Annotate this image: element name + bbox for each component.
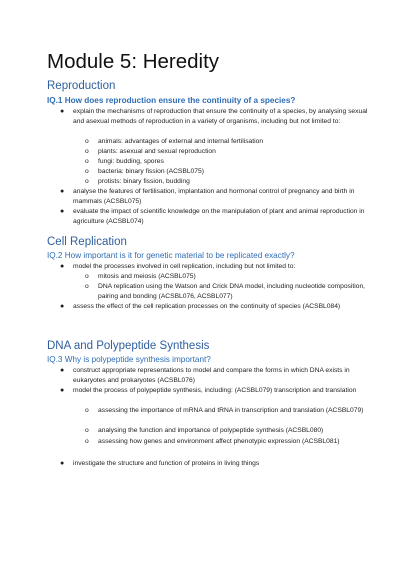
sub-list-item: o animals: advantages of external and internal fertilisation: [85, 138, 264, 145]
module-title: Module 5: Heredity: [47, 50, 220, 73]
section-heading-cell-replication: Cell Replication: [47, 236, 127, 248]
list-item: ● model the processes involved in cell replication, including but not limited to:: [60, 263, 296, 270]
circle-bullet-icon: o: [85, 273, 89, 280]
circle-bullet-icon: o: [85, 158, 89, 165]
list-item: ● construct appropriate representations to model and compare the forms in which DNA exists in eukaryotes and prokaryotes (ACSBL076): [60, 367, 350, 384]
list-item: ● analyse the features of fertilisation, implantation and hormonal control of pregnancy and birth in mammals (ACSBL075): [60, 188, 355, 205]
bullet-icon: ●: [60, 367, 65, 374]
circle-bullet-icon: o: [85, 168, 89, 175]
sub-list-item: o bacteria: binary fission (ACSBL075): [85, 168, 204, 175]
sub-list-item: o assessing how genes and environment affect phenotypic expression (ACSBL081): [85, 438, 340, 445]
bullet-icon: ●: [60, 208, 65, 215]
circle-bullet-icon: o: [85, 438, 89, 445]
sub-list-item: o fungi: budding, spores: [85, 158, 164, 165]
bullet-icon: ●: [60, 188, 65, 195]
sub-list-item: o analysing the function and importance of polypeptide synthesis (ACSBL080): [85, 427, 324, 434]
list-item: ● investigate the structure and function of proteins in living things: [60, 460, 260, 467]
circle-bullet-icon: o: [85, 283, 89, 290]
circle-bullet-icon: o: [85, 407, 89, 414]
bullet-icon: ●: [60, 108, 65, 115]
sub-list-item: o mitosis and meiosis (ACSBL075): [85, 273, 196, 280]
sub-list-item: o assessing the importance of mRNA and tRNA in transcription and translation (ACSBL079): [85, 407, 364, 414]
bullet-icon: ●: [60, 303, 65, 310]
bullet-icon: ●: [60, 263, 65, 270]
sub-list-item: o plants: asexual and sexual reproduction: [85, 148, 216, 155]
inquiry-question-3: IQ.3 Why is polypeptide synthesis important?: [47, 355, 211, 364]
section-heading-reproduction: Reproduction: [47, 80, 116, 92]
list-item: ● explain the mechanisms of reproduction that ensure the continuity of a species, by analysing sexual and asexual methods of reproduction in a variety of organisms, including but not limited to:: [60, 108, 368, 125]
circle-bullet-icon: o: [85, 148, 89, 155]
sub-list-item: o DNA replication using the Watson and Crick DNA model, including nucleotide composition, pairing and bonding (ACSBL076, ACSBL077): [85, 283, 366, 300]
bullet-icon: ●: [60, 460, 65, 467]
sub-list-item: o protists: binary fission, budding: [85, 178, 190, 185]
bullet-icon: ●: [60, 387, 65, 394]
section-heading-dna-polypeptide: DNA and Polypeptide Synthesis: [47, 340, 210, 352]
circle-bullet-icon: o: [85, 178, 89, 185]
list-item: ● model the process of polypeptide synthesis, including: (ACSBL079) transcription and translation: [60, 387, 357, 394]
inquiry-question-2: IQ.2 How important is it for genetic material to be replicated exactly?: [47, 251, 295, 260]
list-item: ● assess the effect of the cell replication processes on the continuity of species (ACSBL084): [60, 303, 341, 310]
inquiry-question-1: IQ.1 How does reproduction ensure the continuity of a species?: [47, 96, 296, 105]
circle-bullet-icon: o: [85, 427, 89, 434]
list-item: ● evaluate the impact of scientific knowledge on the manipulation of plant and animal reproduction in agriculture (ACSBL074): [60, 208, 365, 225]
circle-bullet-icon: o: [85, 138, 89, 145]
